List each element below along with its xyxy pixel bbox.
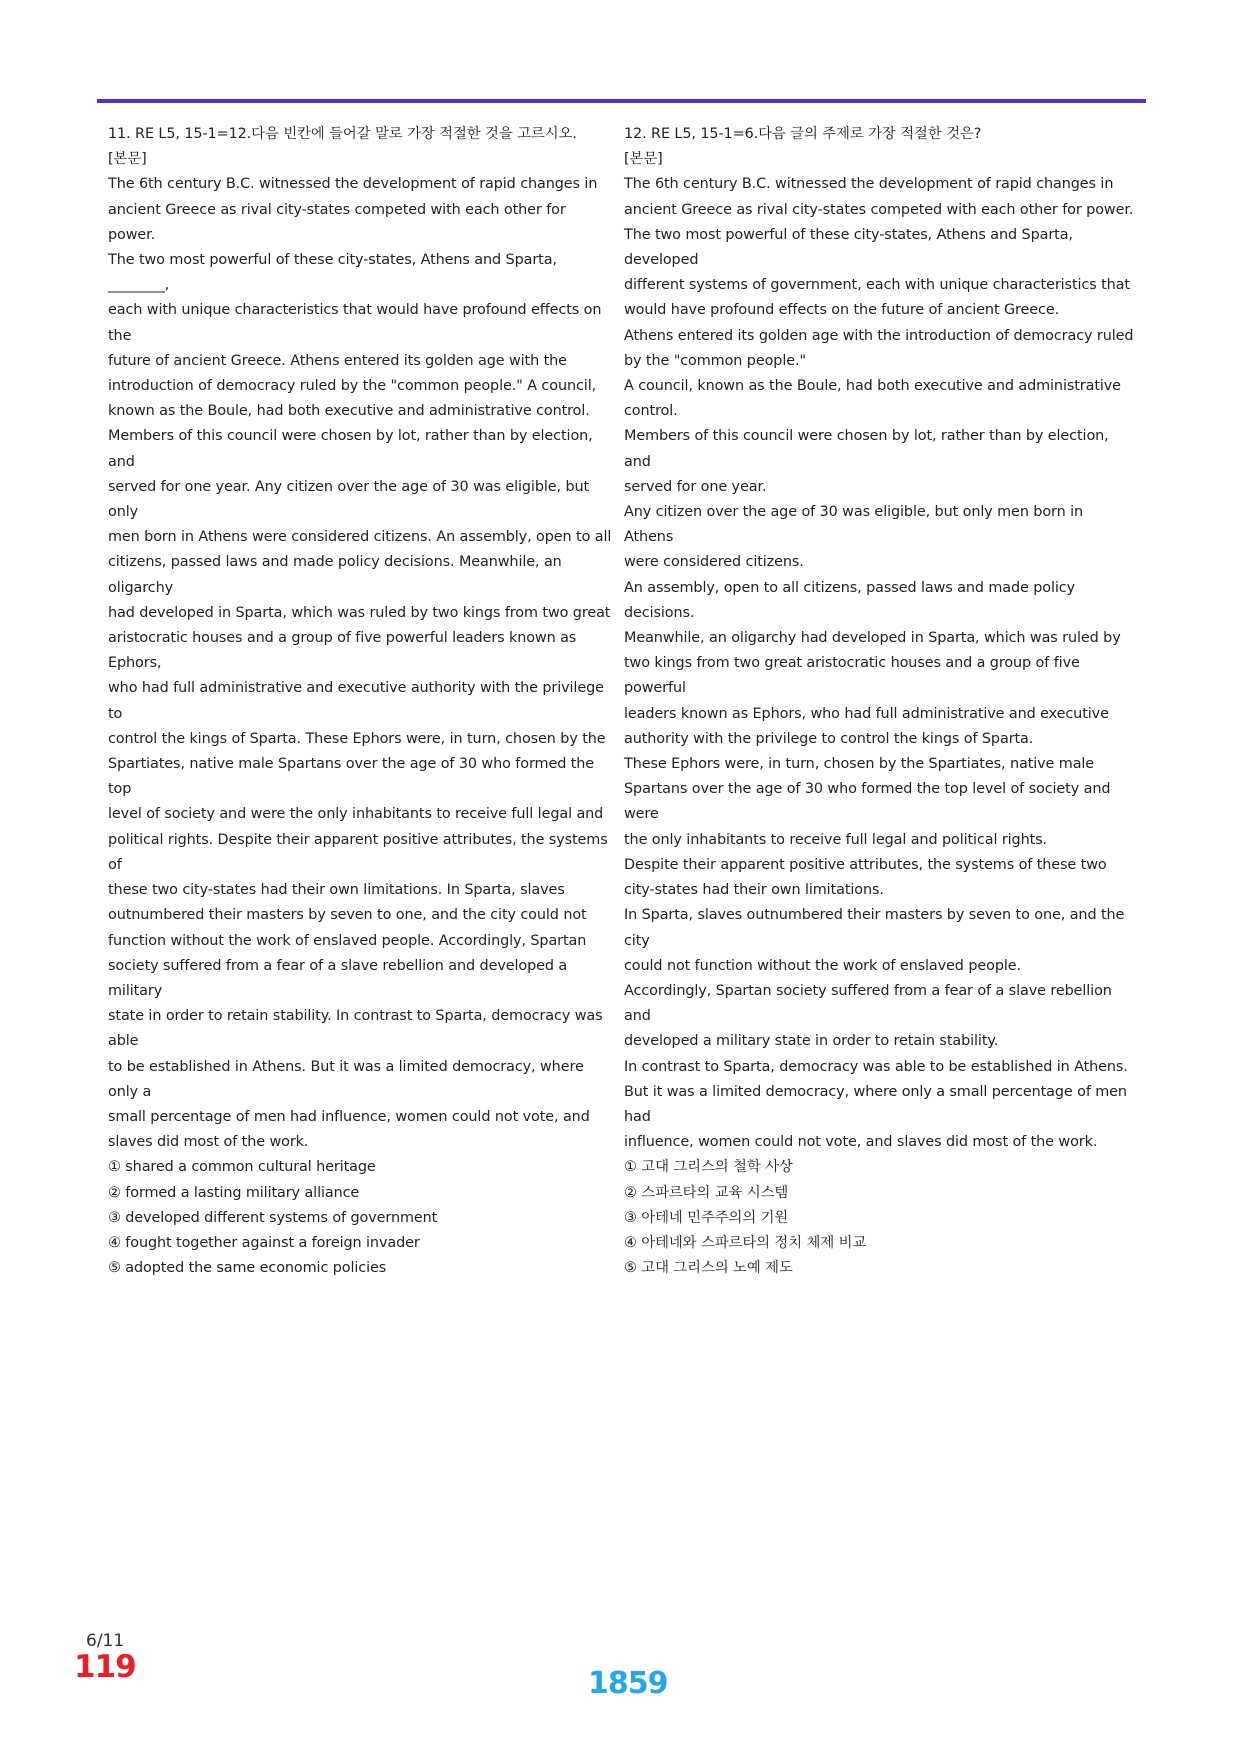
passage-line: ancient Greece as rival city-states competed with each other for power.	[624, 201, 1134, 218]
passage-line: A council, known as the Boule, had both executive and administrative	[624, 378, 1121, 395]
option-4[interactable]: ④ fought together against a foreign invader	[108, 1234, 420, 1251]
passage-line: The two most powerful of these city-states, Athens and Sparta, developed	[624, 226, 1073, 269]
answer-options	[624, 1155, 1136, 1281]
answer-options	[108, 1155, 613, 1281]
passage-tag: [본문]	[624, 151, 663, 168]
passage-line: were considered citizens.	[624, 554, 804, 571]
passage-line: these two city-states had their own limitations. In Sparta, slaves	[108, 882, 565, 899]
passage-line: introduction of democracy ruled by the "common people." A council,	[108, 378, 597, 395]
passage-line: state in order to retain stability. In contrast to Sparta, democracy was able	[108, 1008, 603, 1050]
passage-line: The two most powerful of these city-states, Athens and Sparta, ________,	[108, 252, 557, 294]
question-12	[624, 122, 1136, 1281]
passage-line: served for one year. Any citizen over the age of 30 was eligible, but only	[108, 478, 590, 521]
passage-line: Athens entered its golden age with the introduction of democracy ruled	[624, 327, 1134, 344]
option-2[interactable]: ② formed a lasting military alliance	[108, 1184, 360, 1201]
passage-line: society suffered from a fear of a slave rebellion and developed a military	[108, 957, 568, 999]
passage-line: aristocratic houses and a group of five powerful leaders known as Ephors,	[108, 630, 577, 672]
passage	[108, 172, 613, 1155]
page-number-red: 119	[74, 1649, 136, 1685]
passage-line: The 6th century B.C. witnessed the development of rapid changes in	[108, 176, 598, 193]
passage-line: Members of this council were chosen by lot, rather than by election, and	[624, 428, 1109, 470]
passage-line: level of society and were the only inhabitants to receive full legal and	[108, 806, 604, 823]
passage-line: each with unique characteristics that would have profound effects on the	[108, 302, 602, 344]
passage-line: influence, women could not vote, and slaves did most of the work.	[624, 1134, 1098, 1151]
passage-line: leaders known as Ephors, who had full administrative and executive	[624, 705, 1109, 722]
option-1[interactable]: ① shared a common cultural heritage	[108, 1159, 376, 1176]
option-3[interactable]: ③ 아테네 민주주의의 기원	[624, 1209, 789, 1226]
passage-line: political rights. Despite their apparent positive attributes, the systems of	[108, 831, 608, 873]
passage-line: Meanwhile, an oligarchy had developed in Sparta, which was ruled by	[624, 630, 1121, 647]
passage-line: Any citizen over the age of 30 was eligible, but only men born in Athens	[624, 504, 1084, 546]
question-title: 11. RE L5, 15-1=12.다음 빈칸에 들어갈 말로 가장 적절한 것을 고르시오.	[108, 126, 577, 142]
passage-line: These Ephors were, in turn, chosen by the Spartiates, native male	[624, 756, 1095, 773]
passage-line: function without the work of enslaved people. Accordingly, Spartan	[108, 932, 587, 949]
passage-line: authority with the privilege to control the kings of Sparta.	[624, 730, 1034, 747]
page-number-blue: 1859	[588, 1666, 668, 1701]
passage-line: Accordingly, Spartan society suffered from a fear of a slave rebellion and	[624, 982, 1112, 1025]
option-5[interactable]: ⑤ adopted the same economic policies	[108, 1260, 387, 1277]
option-4[interactable]: ④ 아테네와 스파르타의 정치 체제 비교	[624, 1234, 867, 1251]
passage-line: But it was a limited democracy, where only a small percentage of men had	[624, 1083, 1127, 1125]
passage-line: slaves did most of the work.	[108, 1134, 309, 1151]
passage-line: who had full administrative and executive authority with the privilege to	[108, 680, 604, 722]
page-count: 6/11	[86, 1631, 125, 1651]
passage-line: ancient Greece as rival city-states competed with each other for power.	[108, 201, 566, 243]
question-11	[108, 122, 613, 1281]
passage-line: city-states had their own limitations.	[624, 882, 884, 899]
passage-line: two kings from two great aristocratic houses and a group of five powerful	[624, 655, 1080, 697]
option-1[interactable]: ① 고대 그리스의 철학 사상	[624, 1159, 793, 1176]
passage-line: Spartiates, native male Spartans over the age of 30 who formed the top	[108, 756, 595, 798]
passage-line: In contrast to Sparta, democracy was able to be established in Athens.	[624, 1058, 1128, 1075]
passage-line: different systems of government, each with unique characteristics that	[624, 277, 1130, 294]
option-3[interactable]: ③ developed different systems of government	[108, 1209, 438, 1226]
passage-line: by the "common people."	[624, 352, 806, 369]
passage-line: served for one year.	[624, 478, 767, 495]
passage-line: The 6th century B.C. witnessed the development of rapid changes in	[624, 176, 1114, 193]
passage-line: Despite their apparent positive attributes, the systems of these two	[624, 856, 1107, 873]
passage-line: An assembly, open to all citizens, passed laws and made policy decisions.	[624, 579, 1076, 621]
passage-line: Spartans over the age of 30 who formed the top level of society and were	[624, 781, 1111, 823]
option-2[interactable]: ② 스파르타의 교육 시스템	[624, 1184, 789, 1201]
passage-line: control.	[624, 403, 678, 420]
passage-line: had developed in Sparta, which was ruled by two kings from two great	[108, 604, 611, 621]
passage-line: would have profound effects on the future of ancient Greece.	[624, 302, 1060, 319]
passage-line: small percentage of men had influence, women could not vote, and	[108, 1108, 590, 1125]
passage-line: developed a military state in order to retain stability.	[624, 1033, 999, 1050]
passage-line: known as the Boule, had both executive and administrative control.	[108, 403, 590, 420]
top-rule	[97, 99, 1146, 103]
passage-line: to be established in Athens. But it was a limited democracy, where only a	[108, 1058, 584, 1100]
passage-line: the only inhabitants to receive full legal and political rights.	[624, 831, 1048, 848]
passage-line: future of ancient Greece. Athens entered its golden age with the	[108, 352, 567, 369]
question-title: 12. RE L5, 15-1=6.다음 글의 주제로 가장 적절한 것은?	[624, 126, 982, 142]
passage-line: control the kings of Sparta. These Ephors were, in turn, chosen by the	[108, 730, 606, 747]
option-5[interactable]: ⑤ 고대 그리스의 노예 제도	[624, 1260, 793, 1277]
passage-line: outnumbered their masters by seven to one, and the city could not	[108, 907, 587, 924]
passage-line: men born in Athens were considered citizens. An assembly, open to all	[108, 529, 612, 546]
passage-line: In Sparta, slaves outnumbered their masters by seven to one, and the city	[624, 907, 1125, 949]
passage-tag: [본문]	[108, 151, 147, 168]
passage-line: could not function without the work of enslaved people.	[624, 957, 1021, 974]
passage-line: citizens, passed laws and made policy decisions. Meanwhile, an oligarchy	[108, 554, 562, 596]
passage	[624, 172, 1136, 1155]
passage-line: Members of this council were chosen by lot, rather than by election, and	[108, 428, 593, 470]
